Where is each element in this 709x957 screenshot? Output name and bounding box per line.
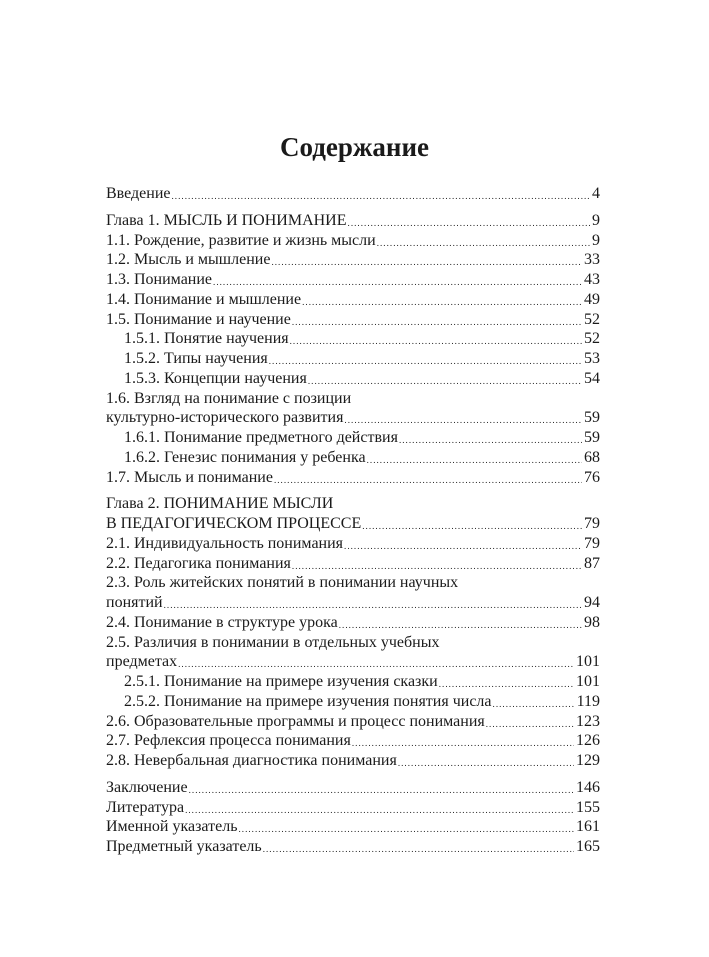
toc-page-number: 101 [576,653,600,671]
toc-page-number: 54 [584,369,600,387]
dot-leader [301,290,582,310]
toc-entry-line [106,231,600,251]
toc-page-number: 79 [584,515,600,532]
dot-leader [171,184,591,204]
toc-entry-title: 2.5. Различия в понимании в отдельных учебных [106,633,440,651]
dot-leader [291,554,582,574]
toc-page-number: 4 [592,185,600,202]
toc-entry[interactable] [106,250,600,270]
toc-entry-title: понятий [106,594,163,611]
toc-entry-title: 2.7. Рефлексия процесса понимания [106,732,351,750]
toc-entry[interactable] [106,349,600,369]
dot-leader [492,692,575,712]
toc-page-number: 165 [576,838,600,855]
toc-entry-title: 2.1. Индивидуальность понимания [106,534,344,552]
toc-entry-title: Предметный указатель [106,838,262,855]
table-of-contents [106,184,600,857]
dot-leader [343,408,582,428]
toc-entry[interactable] [106,798,600,818]
toc-entry-line [106,837,600,857]
toc-page-number: 79 [584,534,600,552]
toc-entry[interactable] [106,633,600,673]
toc-entry[interactable] [106,613,600,633]
toc-entry-title: 1.4. Понимание и мышление [106,290,302,308]
toc-entry-line [106,369,600,389]
toc-entry-line [106,428,600,448]
toc-entry-line [106,211,600,231]
toc-entry-line [106,778,600,798]
toc-page-number: 49 [584,290,600,308]
toc-page-number: 126 [576,732,600,750]
toc-entry[interactable] [106,329,600,349]
dot-leader [291,310,582,330]
toc-entry-title: 1.6. Взгляд на понимание с позиции [106,389,352,407]
toc-entry-line [106,692,600,712]
toc-entry[interactable] [106,751,600,771]
page-title: Содержание [279,132,430,162]
toc-entry-title: 2.3. Роль житейских понятий в понимании научных [106,574,459,592]
dot-leader [438,672,574,692]
toc-entry[interactable] [106,554,600,574]
dot-leader [343,534,582,554]
toc-entry-line [106,290,600,310]
toc-entry-line [106,712,600,732]
toc-entry-line [106,494,600,514]
toc-page-number: 101 [576,673,600,690]
toc-page-number: 119 [576,692,600,710]
toc-entry[interactable] [106,448,600,468]
toc-entry-title: культурно-исторического развития [106,409,344,427]
toc-entry-title: Заключение [106,778,188,796]
dot-leader [262,837,574,857]
toc-entry[interactable] [106,290,600,310]
toc-entry-line [106,817,600,837]
toc-entry-line [106,534,600,554]
dot-leader [347,211,590,231]
toc-entry-line [106,310,600,330]
toc-entry[interactable] [106,369,600,389]
toc-entry-line [106,448,600,468]
toc-entry-line [106,468,600,488]
toc-entry[interactable] [106,389,600,429]
toc-entry[interactable] [106,573,600,613]
toc-entry-title: 1.5. Понимание и научение [106,310,291,328]
toc-entry-line [106,613,600,633]
toc-page-number: 59 [584,409,600,427]
dot-leader [177,652,574,672]
dot-leader [237,817,574,837]
dot-leader [273,468,582,488]
toc-entry-title: Именной указатель [106,818,238,836]
dot-leader [376,231,590,251]
toc-page-number: 68 [584,448,600,466]
toc-entry-line [106,633,600,653]
toc-entry-line [106,593,600,613]
toc-page-number: 59 [584,429,600,446]
toc-entry-line [106,250,600,270]
toc-entry-line [106,184,600,204]
toc-entry-line [106,731,600,751]
dot-leader [361,514,582,534]
toc-entry-line [106,349,600,369]
toc-entry-title: Глава 2. ПОНИМАНИЕ МЫСЛИ [106,495,334,513]
toc-entry-line [106,652,600,672]
dot-leader [366,448,582,468]
toc-entry[interactable] [106,672,600,692]
toc-entry-title: 1.6.2. Генезис понимания у ребенка [124,448,366,466]
toc-page-number: 53 [584,350,600,367]
toc-entry[interactable] [106,494,600,534]
toc-page-number: 9 [592,211,600,229]
toc-page-number: 52 [584,330,600,348]
toc-page-number: 155 [576,798,600,816]
dot-leader [485,712,574,732]
toc-page-number: 129 [576,752,600,769]
toc-page-number: 52 [584,310,600,328]
toc-entry-title: 1.2. Мысль и мышление [106,251,271,269]
dot-leader [184,798,574,818]
toc-entry-title: 1.3. Понимание [106,271,213,288]
toc-entry[interactable] [106,692,600,712]
toc-entry-title: 1.7. Мысль и понимание [106,468,273,486]
dot-leader [289,329,582,349]
toc-entry-title: 2.5.2. Понимание на примере изучения понятия числа [124,692,492,710]
toc-entry[interactable] [106,817,600,837]
toc-page-number: 94 [584,594,600,611]
toc-entry-title: 1.5.2. Типы научения [124,350,268,367]
dot-leader [268,349,582,369]
toc-entry-title: 2.8. Невербальная диагностика понимания [106,752,397,769]
toc-page-number: 98 [584,613,600,631]
dot-leader [397,751,574,771]
dot-leader [398,428,582,448]
toc-page-number: 33 [584,251,600,269]
toc-entry-line [106,408,600,428]
dot-leader [163,593,582,613]
toc-entry-title: 1.6.1. Понимание предметного действия [124,429,398,446]
dot-leader [338,613,582,633]
toc-entry-title: 2.4. Понимание в структуре урока [106,613,338,631]
dot-leader [351,731,574,751]
toc-entry-title: 1.5.1. Понятие научения [124,330,289,348]
toc-entry[interactable] [106,231,600,251]
toc-entry[interactable] [106,534,600,554]
toc-entry-line [106,573,600,593]
toc-entry[interactable] [106,270,600,290]
toc-entry[interactable] [106,837,600,857]
toc-entry[interactable] [106,731,600,751]
toc-page-number: 123 [576,712,600,730]
toc-entry[interactable] [106,712,600,732]
toc-entry-line [106,514,600,534]
toc-entry[interactable] [106,468,600,488]
toc-entry-title: Глава 1. МЫСЛЬ И ПОНИМАНИЕ [106,211,347,229]
toc-page-number: 87 [584,554,600,572]
toc-page-number: 161 [576,818,600,836]
dot-leader [307,369,582,389]
toc-entry-title: 2.6. Образовательные программы и процесс понимания [106,712,485,730]
toc-page-number: 43 [584,271,600,288]
toc-entry-line [106,554,600,574]
toc-entry-title: Литература [106,798,185,816]
dot-leader [188,778,574,798]
dot-leader [212,270,582,290]
toc-entry[interactable] [106,184,600,204]
toc-entry-title: предметах [106,653,178,671]
toc-entry[interactable] [106,310,600,330]
toc-entry-line [106,329,600,349]
toc-entry-line [106,672,600,692]
toc-entry-title: В ПЕДАГОГИЧЕСКОМ ПРОЦЕССЕ [106,515,362,532]
toc-entry-title: 2.5.1. Понимание на примере изучения сказки [124,673,438,690]
toc-page-number: 9 [592,231,600,249]
toc-entry-line [106,751,600,771]
toc-entry[interactable] [106,428,600,448]
toc-page-number: 146 [576,778,600,796]
toc-entry-line [106,798,600,818]
toc-entry-title: 1.1. Рождение, развитие и жизнь мысли [106,231,376,249]
toc-entry[interactable] [106,778,600,798]
toc-entry[interactable] [106,211,600,231]
toc-entry-title: Введение [106,185,171,202]
dot-leader [270,250,582,270]
toc-entry-line [106,270,600,290]
toc-entry-line [106,389,600,409]
toc-page-number: 76 [584,468,600,486]
toc-entry-title: 2.2. Педагогика понимания [106,554,291,572]
toc-entry-title: 1.5.3. Концепции научения [124,369,307,387]
